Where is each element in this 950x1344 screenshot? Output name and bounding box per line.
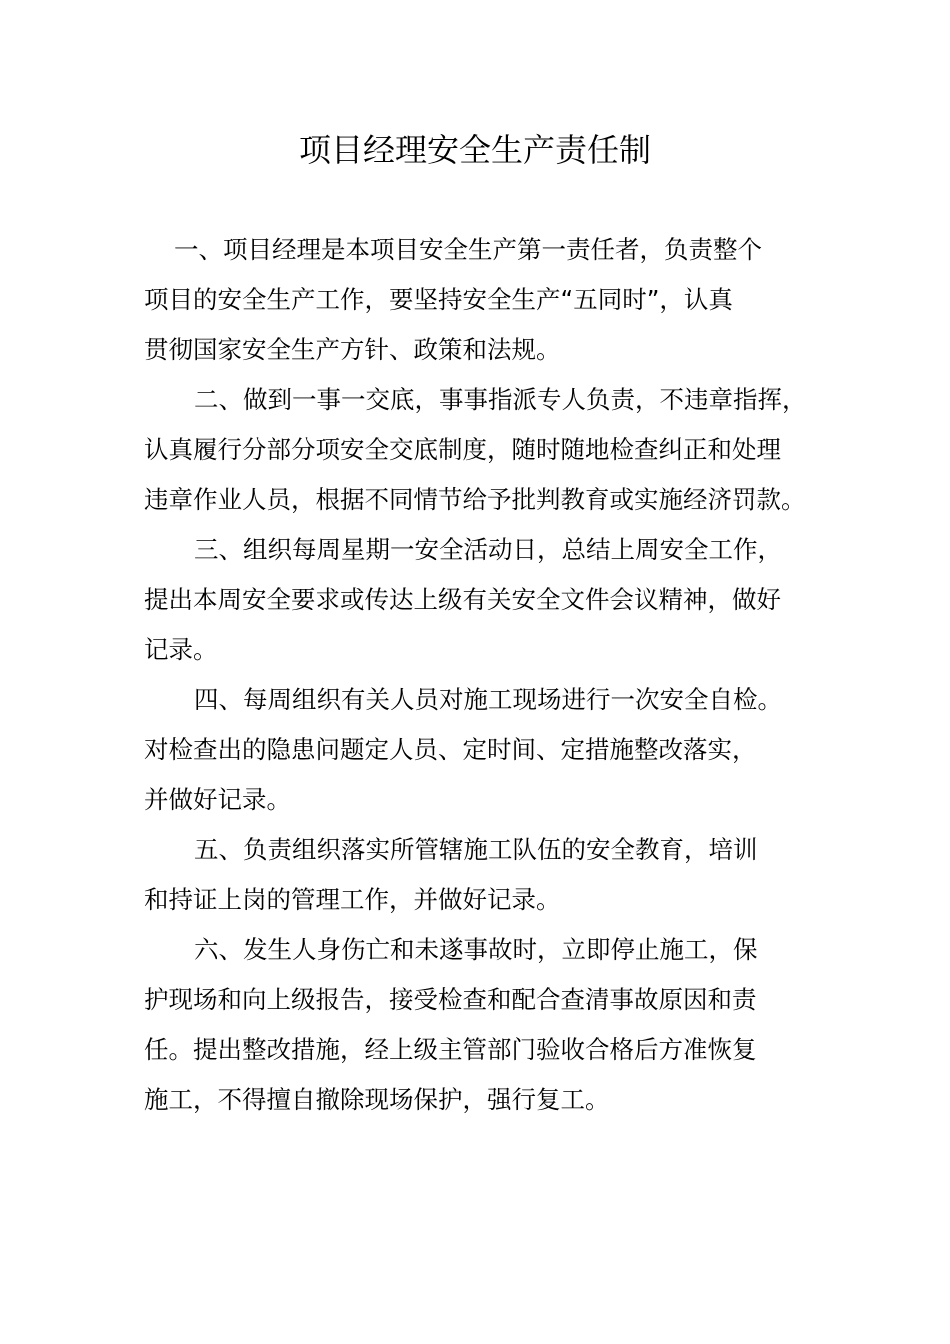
- paragraph-4-line-1: 四、每周组织有关人员对施工现场进行一次安全自检。: [194, 685, 782, 714]
- paragraph-3-line-1: 三、组织每周星期一安全活动日，总结上周安全工作，: [194, 535, 782, 564]
- paragraph-6-line-3: 任。提出整改措施，经上级主管部门验收合格后方准恢复: [144, 1035, 757, 1064]
- paragraph-2-line-3: 违章作业人员，根据不同情节给予批判教育或实施经济罚款。: [144, 485, 806, 514]
- paragraph-5-line-2: 和持证上岗的管理工作，并做好记录。: [144, 885, 561, 914]
- paragraph-2-line-1: 二、做到一事一交底，事事指派专人负责，不违章指挥，: [194, 385, 807, 414]
- paragraph-6-line-1: 六、发生人身伤亡和未遂事故时，立即停止施工，保: [194, 935, 758, 964]
- paragraph-2-line-2: 认真履行分部分项安全交底制度，随时随地检查纠正和处理: [144, 435, 781, 464]
- paragraph-3-line-3: 记录。: [144, 635, 218, 664]
- paragraph-6-line-4: 施工，不得擅自撤除现场保护，强行复工。: [144, 1085, 610, 1114]
- paragraph-1-line-2: 项目的安全生产工作，要坚持安全生产“五同时”，认真: [144, 285, 733, 314]
- paragraph-4-line-2: 对检查出的隐患问题定人员、定时间、定措施整改落实，: [144, 735, 757, 764]
- document-title: 项目经理安全生产责任制: [298, 131, 651, 169]
- paragraph-4-line-3: 并做好记录。: [144, 785, 291, 814]
- paragraph-5-line-1: 五、负责组织落实所管辖施工队伍的安全教育，培训: [194, 835, 758, 864]
- paragraph-3-line-2: 提出本周安全要求或传达上级有关安全文件会议精神，做好: [144, 585, 781, 614]
- paragraph-1-line-3: 贯彻国家安全生产方针、政策和法规。: [144, 335, 561, 364]
- paragraph-6-line-2: 护现场和向上级报告，接受检查和配合查清事故原因和责: [144, 985, 757, 1014]
- paragraph-1-line-1: 一、项目经理是本项目安全生产第一责任者，负责整个: [174, 235, 762, 264]
